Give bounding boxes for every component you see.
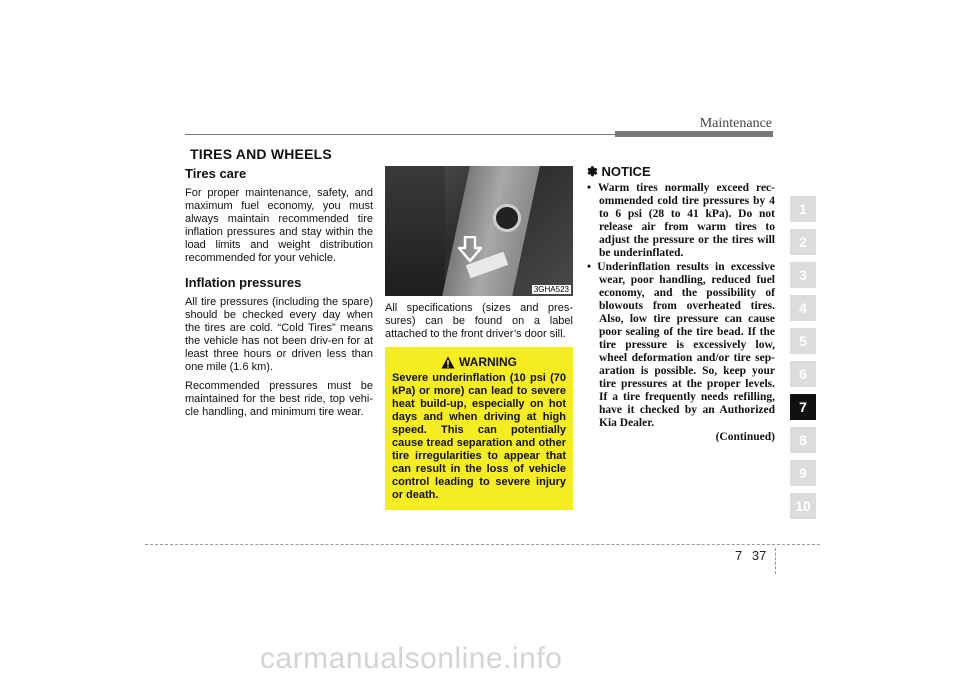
chapter-tabs [790, 196, 816, 526]
chapter-tab-8[interactable]: 8 [790, 427, 816, 453]
notice-item: • Underinflation results in excessive wear, poor handling, reduced fuel economy, and the possibility of blowouts from overheated tires. Also, low tire pressure can cause poor sealing of the tire bead. If the tire pressure is excessively low, wheel deformation and/or tire sep-aration is possible. So, keep your tire pressures at the proper levels. If a tire frequently needs refilling, have it checked by an Authorized Kia Dealer. [587, 261, 775, 429]
spec-text: All specifications (sizes and pres-sures) can be found on a label attached to the front driver’s door sill. [385, 302, 573, 340]
inflation-text-1: All tire pressures (including the spare) should be checked every day when the tires are cold. “Cold Tires” means the vehicle has not been driv-en for at least three hours or driven less than one mile (1.6 km). [185, 296, 373, 373]
warning-box [385, 347, 573, 510]
chapter-tab-2[interactable]: 2 [790, 229, 816, 255]
page-divider [775, 548, 777, 574]
notice-list [587, 182, 775, 430]
image-code: 3GHA523 [533, 285, 569, 294]
warning-header [392, 355, 566, 369]
chapter-tab-4[interactable]: 4 [790, 295, 816, 321]
inflation-heading: Inflation pressures [185, 275, 302, 290]
warning-title: WARNING [459, 355, 517, 369]
section-title: TIRES AND WHEELS [190, 146, 332, 162]
column-right [587, 164, 775, 443]
chapter-tab-1[interactable]: 1 [790, 196, 816, 222]
footer-rule [145, 544, 820, 545]
chapter-tab-5[interactable]: 5 [790, 328, 816, 354]
chapter-tab-6[interactable]: 6 [790, 361, 816, 387]
door-pillar [438, 166, 542, 296]
door-sill-photo [385, 166, 573, 296]
warning-triangle-icon [441, 356, 455, 369]
header-bar [615, 131, 773, 137]
chapter-tab-10[interactable]: 10 [790, 493, 816, 519]
tires-care-text: For proper maintenance, safety, and maximum fuel economy, you must always maintain recommended tire inflation pressures and stay within the load limits and weight distribution recommended for your vehicle. [185, 187, 373, 264]
watermark: carmanualsonline.info [260, 642, 563, 675]
header-rule [185, 134, 615, 135]
chapter-tab-7[interactable]: 7 [790, 394, 816, 420]
tires-care-heading: Tires care [185, 166, 247, 181]
warning-text: Severe underinflation (10 psi (70 kPa) or more) can lead to severe heat build-up, especially on hot days and when driving at high speed. This can potentially cause tread separation and other tire irregularities to appear that can result in the loss of vehicle control leading to severe injury or death. [392, 372, 566, 501]
footer-chapter: 7 [735, 548, 743, 563]
column-middle [385, 166, 573, 510]
chapter-tab-9[interactable]: 9 [790, 460, 816, 486]
chapter-tab-3[interactable]: 3 [790, 262, 816, 288]
header-title: Maintenance [699, 116, 772, 131]
footer-page: 37 [751, 548, 767, 563]
page-number [735, 548, 766, 563]
door-latch [493, 204, 521, 232]
notice-title: ✽ NOTICE [587, 164, 651, 179]
continued-label: (Continued) [715, 431, 775, 443]
notice-item: • Warm tires normally exceed rec-ommended cold tire pressures by 4 to 6 psi (28 to 41 kPa). Do not release air from warm tires to adjust the pressure or the tires will be underinflated. [587, 182, 775, 259]
column-left [185, 166, 373, 425]
door-panel [385, 166, 445, 296]
inflation-text-2: Recommended pressures must be maintained for the best ride, top vehi-cle handling, and minimum tire wear. [185, 380, 373, 418]
arrow-down-icon [457, 236, 483, 262]
